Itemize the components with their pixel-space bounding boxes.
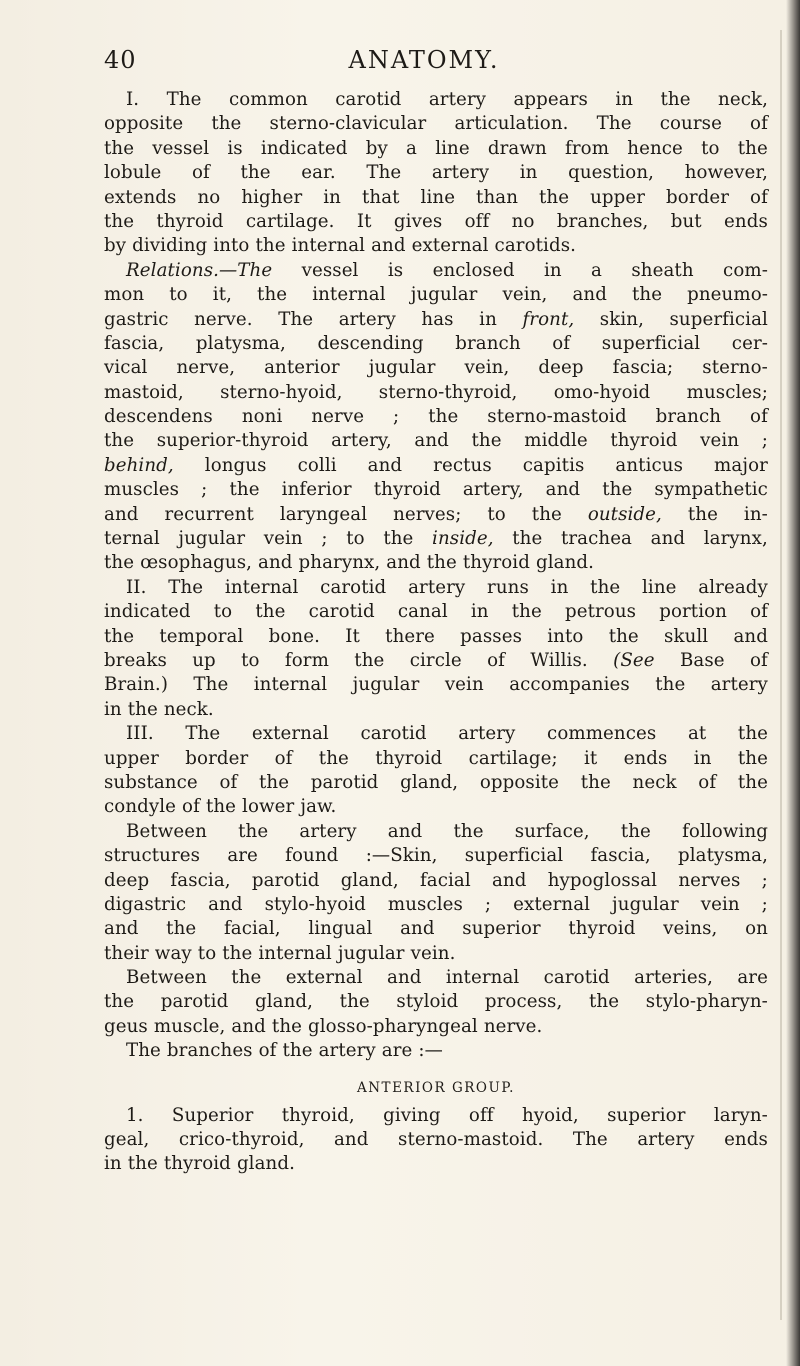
text-line: in the thyroid gland. — [104, 1153, 295, 1175]
running-head: ANATOMY. — [348, 46, 500, 74]
text-line: Relations.—The vessel is enclosed in a sheath com- — [126, 259, 768, 281]
page-header — [104, 46, 744, 80]
text-line: breaks up to form the circle of Willis. (See Base of — [104, 649, 768, 671]
text-line: gastric nerve. The artery has in front, skin, superficial — [104, 308, 768, 330]
text-line: condyle of the lower jaw. — [104, 796, 337, 818]
text-line: lobule of the ear. The artery in question, however, — [104, 162, 768, 184]
text-line: digastric and stylo-hyoid muscles ; external jugular vein ; — [104, 893, 768, 915]
text-line: in the neck. — [104, 698, 214, 720]
text-line: vical nerve, anterior jugular vein, deep fascia; sterno- — [104, 357, 768, 379]
text-line: indicated to the carotid canal in the petrous portion of — [104, 601, 768, 623]
text-line: deep fascia, parotid gland, facial and hypoglossal nerves ; — [104, 869, 768, 891]
text-line: the vessel is indicated by a line drawn from hence to the — [104, 137, 768, 159]
text-line: Between the artery and the surface, the following — [126, 820, 768, 842]
text-line: extends no higher in that line than the upper border of — [104, 186, 768, 208]
text-line: III. The external carotid artery commences at the — [126, 723, 768, 745]
text-line: the temporal bone. It there passes into the skull and — [104, 625, 768, 647]
text-line: their way to the internal jugular vein. — [104, 942, 456, 964]
text-line: by dividing into the internal and external carotids. — [104, 235, 577, 257]
text-line: the thyroid cartilage. It gives off no branches, but ends — [104, 210, 768, 232]
text-line: and recurrent laryngeal nerves; to the outside, the in- — [104, 503, 768, 525]
text-line: opposite the sterno-clavicular articulation. The course of — [104, 113, 768, 135]
page-edge-shadow — [786, 0, 800, 1366]
text-line: the parotid gland, the styloid process, the stylo-pharyn- — [104, 991, 768, 1013]
body-text — [104, 88, 768, 1177]
page-number: 40 — [104, 46, 137, 74]
text-line: behind, longus colli and rectus capitis anticus major — [104, 454, 768, 476]
text-line: and the facial, lingual and superior thyroid veins, on — [104, 918, 768, 940]
text-line: II. The internal carotid artery runs in the line already — [126, 576, 768, 598]
page-gutter-line — [780, 30, 782, 1320]
text-line: The branches of the artery are :— — [126, 1040, 443, 1062]
text-line: descendens noni nerve ; the sterno-mastoid branch of — [104, 406, 768, 428]
text-line: ternal jugular vein ; to the inside, the trachea and larynx, — [104, 528, 768, 550]
text-line: I. The common carotid artery appears in the neck, — [126, 89, 768, 110]
text-line: the œsophagus, and pharynx, and the thyroid gland. — [104, 552, 595, 574]
text-line: mastoid, sterno-hyoid, sterno-thyroid, omo-hyoid muscles; — [104, 381, 768, 403]
text-line: 1. Superior thyroid, giving off hyoid, superior laryn- — [126, 1104, 768, 1126]
text-line: mon to it, the internal jugular vein, and the pneumo- — [104, 284, 768, 306]
section-heading: ANTERIOR GROUP. — [357, 1079, 515, 1096]
text-line: geus muscle, and the glosso-pharyngeal nerve. — [104, 1015, 543, 1037]
text-line: geal, crico-thyroid, and sterno-mastoid. The artery ends — [104, 1129, 768, 1151]
text-line: fascia, platysma, descending branch of superficial cer- — [104, 332, 768, 354]
text-line: substance of the parotid gland, opposite the neck of the — [104, 771, 768, 793]
text-line: the superior-thyroid artery, and the middle thyroid vein ; — [104, 430, 768, 452]
text-line: upper border of the thyroid cartilage; it ends in the — [104, 747, 768, 769]
text-line: Brain.) The internal jugular vein accompanies the artery — [104, 674, 768, 696]
text-line: muscles ; the inferior thyroid artery, and the sympathetic — [104, 479, 768, 501]
text-line: Between the external and internal carotid arteries, are — [126, 967, 768, 989]
text-line: structures are found :—Skin, superficial fascia, platysma, — [104, 845, 768, 867]
